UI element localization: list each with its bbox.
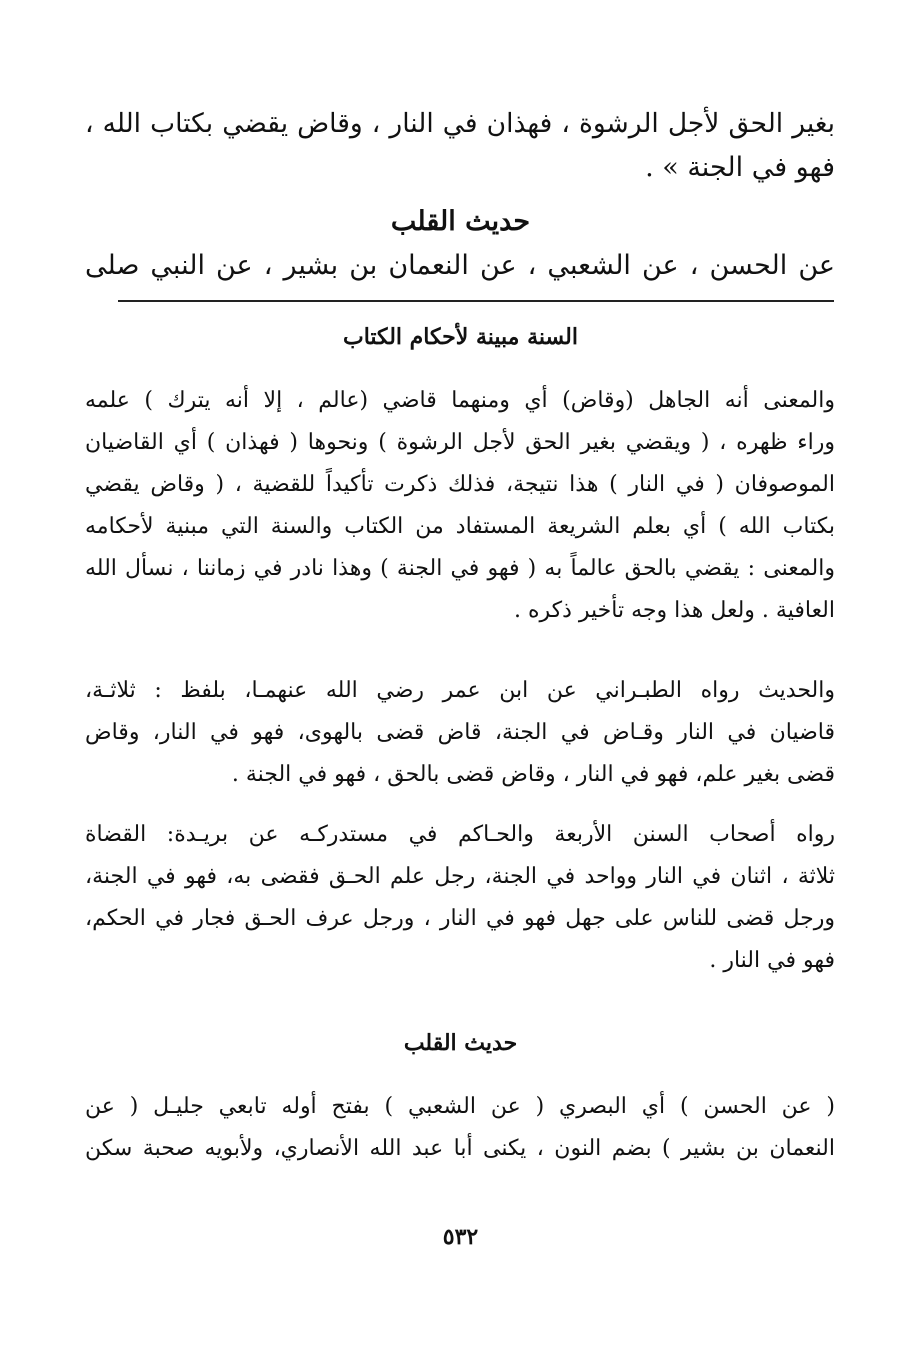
paragraph-3-line-3: ورجل قضى للناس على جهل فهو في النار ، ورجل عرف الحـق فجار في الحكم، bbox=[85, 906, 835, 931]
paragraph-3-line-2: ثلاثة ، اثنان في النار وواحد في الجنة، رجل علم الحـق فقضى به، فهو في الجنة، bbox=[85, 864, 835, 889]
paragraph-2-line-2: قاضيان في النار وقـاض في الجنة، قاض قضى بالهوى، فهو في النار، وقاض bbox=[85, 720, 835, 745]
paragraph-1-line-1: والمعنى أنه الجاهل (وقاض) أي ومنهما قاضي (عالم ، إلا أنه يترك ) علمه bbox=[85, 388, 835, 413]
main-text-line-2: فهو في الجنة » . bbox=[645, 152, 835, 183]
page-number: ٥٣٢ bbox=[442, 1224, 479, 1250]
paragraph-2-line-1: والحديث رواه الطبـراني عن ابن عمر رضي الله عنهمـا، بلفظ : ثلاثـة، bbox=[85, 678, 835, 703]
separator-rule bbox=[118, 300, 834, 302]
paragraph-1-line-3: الموصوفان ( في النار ) هذا نتيجة، فذلك ذكرت تأكيداً للقضية ، ( وقاض يقضي bbox=[85, 472, 835, 497]
paragraph-3-line-4: فهو في النار . bbox=[709, 948, 835, 973]
commentary-heading-1: السنة مبينة لأحكام الكتاب bbox=[343, 324, 578, 350]
paragraph-1-line-4: بكتاب الله ) أي بعلم الشريعة المستفاد من الكتاب والسنة التي مبنية لأحكامه bbox=[85, 514, 835, 539]
paragraph-1-line-2: وراء ظهره ، ( ويقضي بغير الحق لأجل الرشوة ) ونحوها ( فهذان ) أي القاضيان bbox=[85, 430, 835, 455]
main-section-heading: حديث القلب bbox=[390, 206, 531, 237]
paragraph-4-line-1: ( عن الحسن ) أي البصري ( عن الشعبي ) بفتح أوله تابعي جليـل ( عن bbox=[85, 1094, 835, 1119]
paragraph-1-line-6: العافية . ولعل هذا وجه تأخير ذكره . bbox=[513, 598, 835, 623]
paragraph-2-line-3: قضى بغير علم، فهو في النار ، وقاض قضى بالحق ، فهو في الجنة . bbox=[231, 762, 835, 787]
paragraph-4-line-2: النعمان بن بشير ) بضم النون ، يكنى أبا عبد الله الأنصاري، ولأبويه صحبة سكن bbox=[85, 1136, 835, 1161]
paragraph-1-line-5: والمعنى : يقضي بالحق عالماً به ( فهو في الجنة ) وهذا نادر في زماننا ، نسأل الله bbox=[85, 556, 835, 581]
commentary-heading-2: حديث القلب bbox=[403, 1030, 518, 1056]
paragraph-3-line-1: رواه أصحاب السنن الأربعة والحـاكم في مستدركـه عن بريـدة: القضاة bbox=[85, 822, 835, 847]
main-text-line-1: بغير الحق لأجل الرشوة ، فهذان في النار ، وقاض يقضي بكتاب الله ، bbox=[85, 108, 835, 139]
hadith-chain-line: عن الحسن ، عن الشعبي ، عن النعمان بن بشير ، عن النبي صلى bbox=[85, 250, 835, 281]
